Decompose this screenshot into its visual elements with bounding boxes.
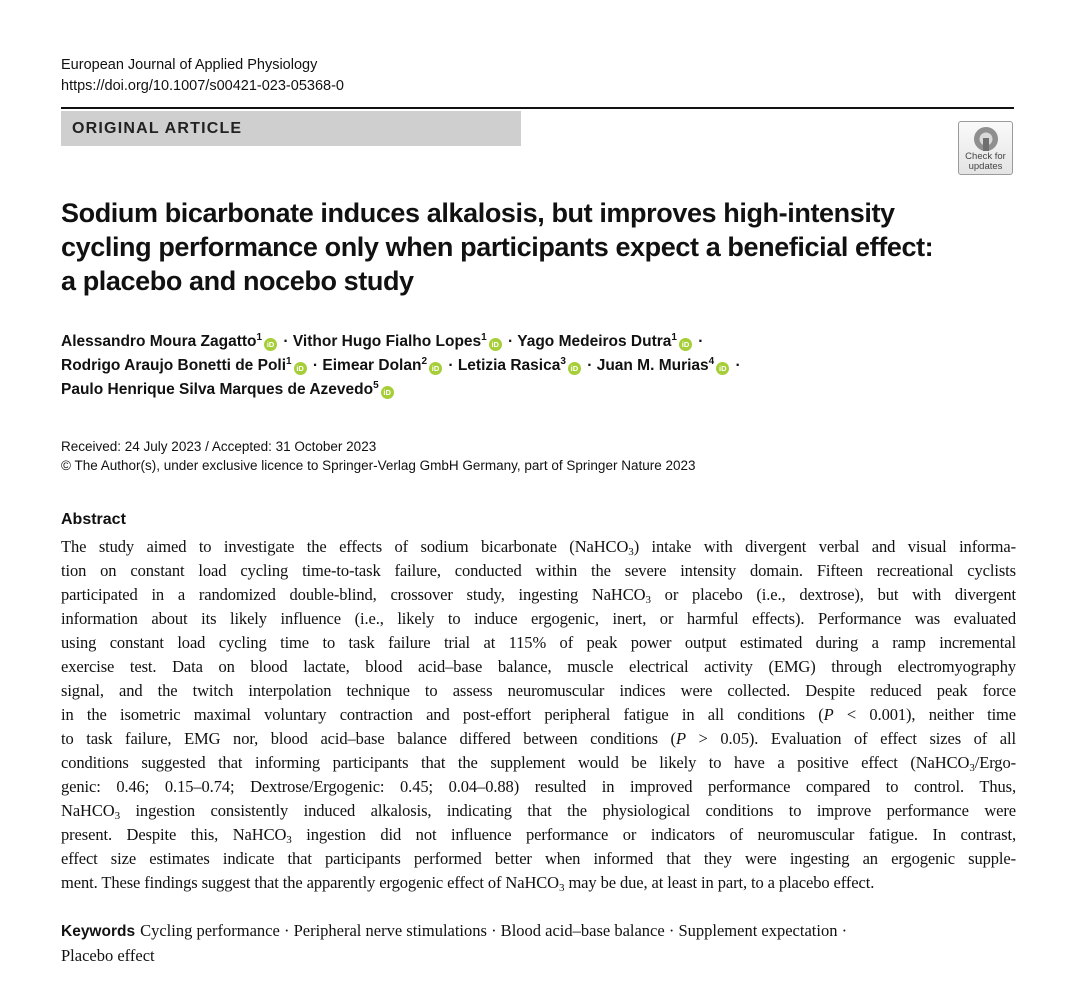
orcid-icon[interactable]: iD: [381, 386, 394, 399]
author-name[interactable]: Juan M. Murias: [596, 357, 709, 374]
author-name[interactable]: Vithor Hugo Fialho Lopes: [292, 333, 482, 350]
abstract-line: [61, 607, 1016, 631]
p-value-symbol: P: [675, 729, 686, 748]
orcid-icon[interactable]: iD: [679, 338, 692, 351]
author-separator: ·: [735, 357, 741, 374]
orcid-icon[interactable]: iD: [294, 362, 307, 375]
journal-name: European Journal of Applied Physiology: [61, 57, 318, 73]
author-list: [61, 330, 741, 402]
author-separator: ·: [312, 357, 319, 374]
orcid-icon[interactable]: iD: [264, 338, 277, 351]
keywords-text-1: Cycling performance · Peripheral nerve stimulations · Blood acid–base balance · Supplement expectation ·: [140, 921, 848, 940]
orcid-icon[interactable]: iD: [568, 362, 581, 375]
abstract-line: [61, 679, 1016, 703]
abstract-line: [61, 823, 1016, 847]
article-type-banner: ORIGINAL ARTICLE: [61, 111, 521, 146]
abstract-text: using constant load cycling time to task failure trial at 115% of peak power output estimated during a ramp incremental: [61, 633, 1016, 652]
abstract-text: exercise test. Data on blood lactate, blood acid–base balance, muscle electrical activity (EMG) through electromyography: [61, 657, 1016, 676]
author-name[interactable]: Letizia Rasica: [457, 357, 561, 374]
received-accepted-dates: Received: 24 July 2023 / Accepted: 31 October 2023: [61, 439, 377, 454]
abstract-line: [61, 871, 1016, 895]
abstract-text: > 0.05). Evaluation of effect sizes of all: [685, 729, 1016, 748]
author-separator: ·: [448, 357, 454, 374]
affiliation-number: 1: [671, 332, 677, 343]
author-name[interactable]: Alessandro Moura Zagatto: [61, 333, 257, 350]
copyright-notice: © The Author(s), under exclusive licence to Springer-Verlag GmbH Germany, part of Springer Nature 2023: [61, 458, 696, 473]
abstract-line: [61, 703, 1016, 727]
chemical-subscript: 3: [628, 546, 634, 558]
check-for-updates-label: Check for updates: [965, 151, 1006, 172]
affiliation-number: 1: [256, 332, 263, 343]
orcid-icon[interactable]: iD: [429, 362, 442, 375]
author-line: [61, 354, 741, 378]
abstract-text: < 0.001), neither time: [833, 705, 1017, 724]
author-separator: ·: [508, 333, 514, 350]
author-separator: ·: [283, 333, 289, 350]
chemical-subscript: 3: [559, 882, 565, 894]
abstract-text: signal, and the twitch interpolation technique to assess neuromuscular indices were collected. Despite reduced peak force: [61, 681, 1016, 700]
abstract-line: [61, 631, 1016, 655]
abstract-text: tion on constant load cycling time-to-task failure, conducted within the severe intensity domain. Fifteen recreational cyclists: [61, 561, 1016, 580]
abstract-text: ingestion consistently induced alkalosis, indicating that the physiological conditions to improve performance were: [119, 801, 1016, 820]
title-line: a placebo and nocebo study: [61, 266, 414, 296]
header-divider: [61, 107, 1014, 109]
abstract-line: [61, 799, 1016, 823]
abstract-text: ingestion did not influence performance or indicators of neuromuscular fatigue. In contrast,: [291, 825, 1016, 844]
orcid-icon[interactable]: iD: [716, 362, 729, 375]
affiliation-number: 1: [481, 332, 487, 343]
orcid-icon[interactable]: iD: [489, 338, 502, 351]
keywords-line-2: Placebo effect: [61, 946, 155, 965]
abstract-line: [61, 751, 1016, 775]
keywords-label: Keywords: [61, 923, 136, 940]
affiliation-number: 3: [560, 356, 566, 367]
author-name[interactable]: Paulo Henrique Silva Marques de Azevedo: [61, 381, 374, 398]
abstract-text: ) intake with divergent verbal and visual informa-: [633, 537, 1016, 556]
journal-header: [61, 55, 344, 97]
affiliation-number: 5: [373, 380, 379, 391]
doi-link[interactable]: https://doi.org/10.1007/s00421-023-05368-0: [61, 78, 344, 94]
abstract-text: NaHCO: [61, 801, 115, 820]
author-name[interactable]: Yago Medeiros Dutra: [517, 333, 672, 350]
p-value-symbol: P: [823, 705, 834, 724]
abstract-line: [61, 535, 1016, 559]
abstract-line: [61, 655, 1016, 679]
crossmark-icon: [973, 126, 999, 152]
author-line: [61, 378, 741, 402]
publication-dates: [61, 437, 696, 475]
keywords-section: [61, 919, 1016, 968]
abstract-text: information about its likely influence (i.e., likely to induce ergogenic, inert, or harmful effects). Performance was evaluated: [61, 609, 1016, 628]
author-separator: ·: [698, 333, 704, 350]
keywords-line-1: [61, 919, 1016, 944]
abstract-line: [61, 559, 1016, 583]
title-line: cycling performance only when participants expect a beneficial effect:: [61, 232, 934, 262]
abstract-text: genic: 0.46; 0.15–0.74; Dextrose/Ergogenic: 0.45; 0.04–0.88) resulted in improved performance compared to control. Thus,: [61, 777, 1016, 796]
abstract-text: may be due, at least in part, to a placebo effect.: [564, 873, 875, 892]
abstract-line: [61, 775, 1016, 799]
author-line: [61, 330, 741, 354]
title-line: Sodium bicarbonate induces alkalosis, but improves high-intensity: [61, 198, 895, 228]
affiliation-number: 2: [421, 356, 428, 367]
abstract-text: /Ergo-: [974, 753, 1016, 772]
author-separator: ·: [587, 357, 593, 374]
abstract-text: to task failure, EMG nor, blood acid–base balance differed between conditions (: [61, 729, 676, 748]
chemical-subscript: 3: [969, 762, 975, 774]
affiliation-number: 4: [708, 356, 715, 367]
affiliation-number: 1: [286, 356, 292, 367]
abstract-body: [61, 535, 1016, 895]
abstract-text: ment. These findings suggest that the apparently ergogenic effect of NaHCO: [61, 873, 560, 892]
article-title: [61, 196, 961, 298]
author-name[interactable]: Rodrigo Araujo Bonetti de Poli: [61, 357, 287, 374]
author-name[interactable]: Eimear Dolan: [322, 357, 422, 374]
abstract-line: [61, 583, 1016, 607]
abstract-heading: Abstract: [61, 511, 126, 528]
chemical-subscript: 3: [645, 594, 651, 606]
abstract-text: present. Despite this, NaHCO: [61, 825, 287, 844]
abstract-line: [61, 847, 1016, 871]
abstract-text: effect size estimates indicate that participants performed better when informed that they were ingesting an ergogenic supple-: [61, 849, 1016, 868]
chemical-subscript: 3: [286, 834, 292, 846]
abstract-text: in the isometric maximal voluntary contraction and post-effort peripheral fatigue in all conditions (: [61, 705, 824, 724]
check-for-updates-button[interactable]: [958, 121, 1013, 175]
abstract-text: participated in a randomized double-blind, crossover study, ingesting NaHCO: [61, 585, 646, 604]
abstract-line: [61, 727, 1016, 751]
chemical-subscript: 3: [114, 810, 120, 822]
abstract-text: or placebo (i.e., dextrose), but with divergent: [650, 585, 1016, 604]
abstract-text: conditions suggested that informing participants that the supplement would be likely to have a positive effect (NaHCO: [61, 753, 970, 772]
abstract-text: The study aimed to investigate the effects of sodium bicarbonate (NaHCO: [61, 537, 629, 556]
